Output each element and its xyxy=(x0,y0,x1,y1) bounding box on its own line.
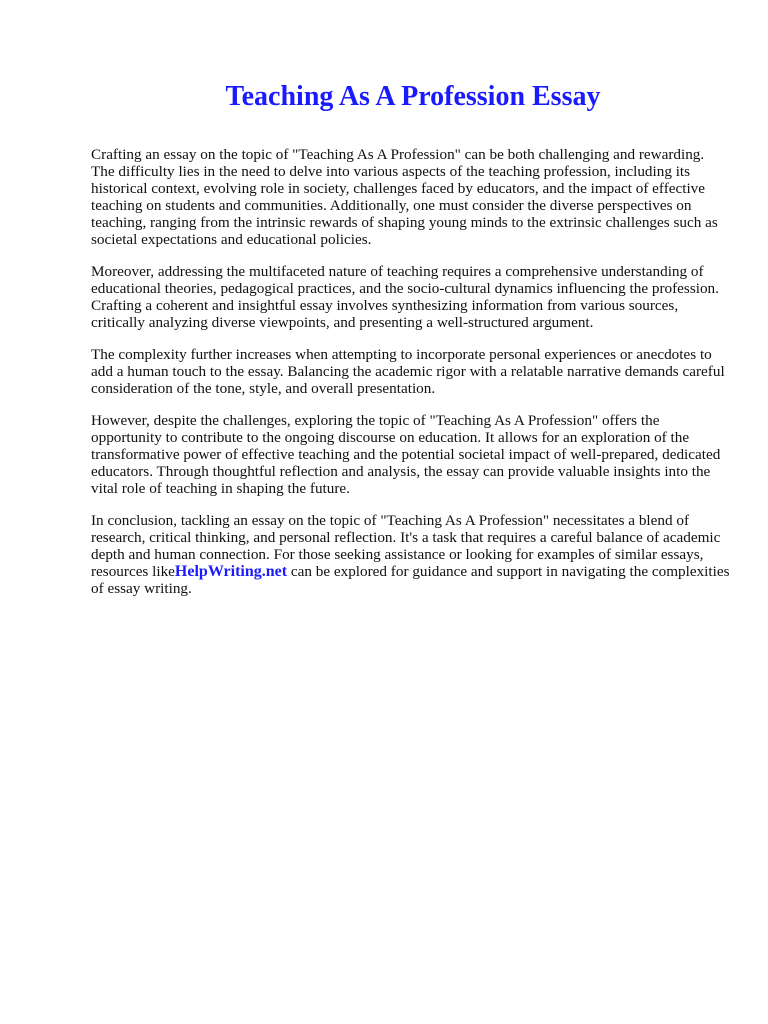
page-title: Teaching As A Profession Essay xyxy=(225,81,601,112)
essay-body xyxy=(91,146,731,612)
paragraph-2: Moreover, addressing the multifaceted nature of teaching requires a comprehensive understanding of educational theories, pedagogical practices, and the socio-cultural dynamics influencing the profession. Crafting a coherent and insightful essay involves synthesizing information from various sources, critically analyzing diverse viewpoints, and presenting a well-structured argument. xyxy=(91,263,719,331)
helpwriting-link[interactable]: HelpWriting.net xyxy=(174,563,288,580)
conclusion-paragraph xyxy=(91,512,731,597)
paragraph-3: The complexity further increases when attempting to incorporate personal experiences or anecdotes to add a human touch to the essay. Balancing the academic rigor with a relatable narrative demands careful consideration of the tone, style, and overall presentation. xyxy=(91,346,725,397)
paragraph-1: Crafting an essay on the topic of "Teaching As A Profession" can be both challenging and rewarding. The difficulty lies in the need to delve into various aspects of the teaching profession, including its historical context, evolving role in society, challenges faced by educators, and the impact of effective teaching on students and communities. Additionally, one must consider the diverse perspectives on teaching, ranging from the intrinsic rewards of shaping young minds to the extrinsic challenges such as societal expectations and educational policies. xyxy=(91,146,718,248)
conclusion-text-before-link: In conclusion, tackling an essay on the topic of "Teaching As A Profession" necessitates a blend of research, critical thinking, and personal reflection. It's a task that requires a careful balance of academic depth and human connection. For those seeking assistance or looking for examples of similar essays, resources like xyxy=(91,512,721,580)
paragraph-4: However, despite the challenges, exploring the topic of "Teaching As A Profession" offers the opportunity to contribute to the ongoing discourse on education. It allows for an exploration of the transformative power of effective teaching and the potential societal impact of well-prepared, dedicated educators. Through thoughtful reflection and analysis, the essay can provide valuable insights into the vital role of teaching in shaping the future. xyxy=(91,412,721,497)
conclusion-text-after-link: can be explored for guidance and support in navigating the complexities of essay writing. xyxy=(91,563,730,597)
